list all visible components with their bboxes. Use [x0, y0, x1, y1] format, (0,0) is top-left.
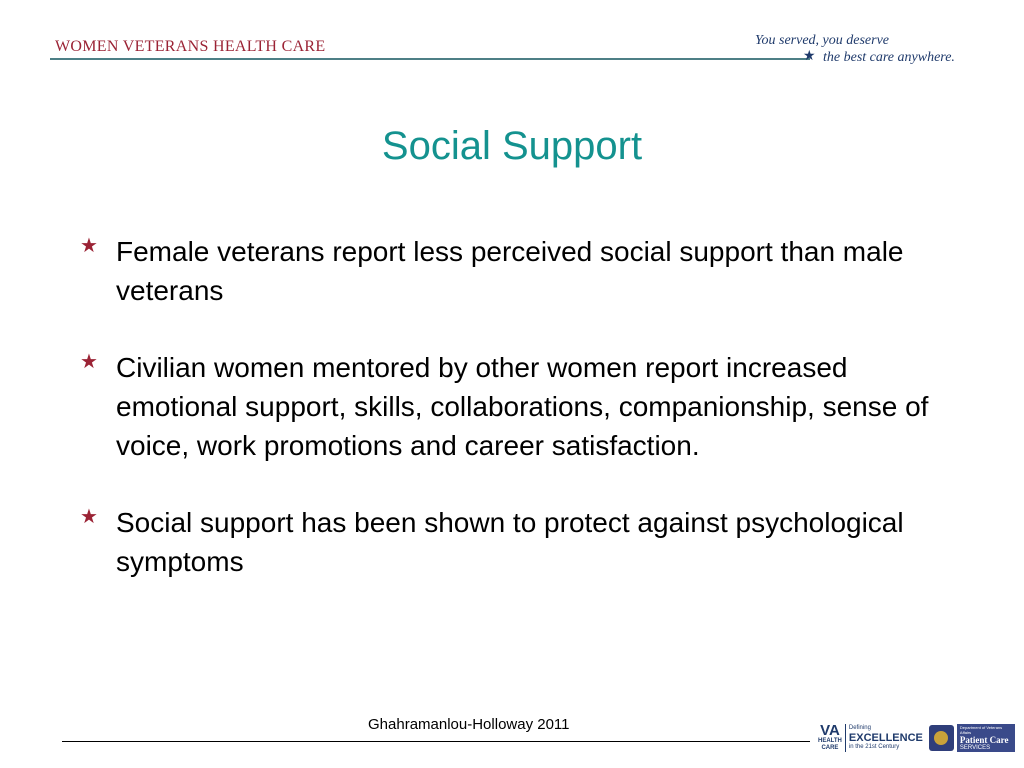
va-mark-text: VA [820, 722, 840, 739]
star-icon: ★ [80, 506, 98, 528]
bullet-item [80, 503, 940, 581]
star-icon: ★ [803, 47, 816, 63]
va-logo-line1: Defining [848, 725, 871, 731]
tagline-line-1: You served, you deserve [755, 33, 890, 48]
bullet-item [80, 348, 940, 465]
va-mark [818, 724, 846, 752]
va-health-care-logo [818, 721, 923, 755]
va-logo-line3: in the 21st Century [848, 744, 900, 750]
pcs-logo-small: Department of Veterans Affairs [959, 724, 1003, 735]
footer-rule [62, 741, 810, 742]
tagline-line-2: the best care anywhere. [823, 50, 955, 65]
star-icon: ★ [80, 351, 98, 373]
bullet-text: Social support has been shown to protect against psychological symptoms [116, 507, 904, 577]
header-brand: WOMEN VETERANS HEALTH CARE [55, 38, 326, 55]
bullet-list [80, 232, 940, 619]
va-logo-text [849, 725, 923, 751]
slide-title: Social Support [381, 124, 643, 168]
bullet-text: Civilian women mentored by other women report increased emotional support, skills, collaborations, companionship, sense of voice, work promotions and career satisfaction. [116, 352, 929, 461]
pcs-logo-name: Patient Care [959, 734, 1009, 745]
pcs-logo-services: SERVICES [959, 744, 991, 751]
pcs-logo-text [957, 724, 1015, 752]
bullet-item [80, 232, 940, 310]
bullet-text: Female veterans report less perceived social support than male veterans [116, 236, 904, 306]
va-mark-sub: HEALTH CARE [818, 738, 842, 751]
footer-citation: Ghahramanlou-Holloway 2011 [368, 716, 570, 733]
seal-icon [929, 725, 954, 751]
header-rule [50, 58, 810, 60]
star-icon: ★ [80, 235, 98, 257]
patient-care-services-logo [929, 723, 1015, 753]
va-logo-line2: EXCELLENCE [848, 732, 923, 744]
